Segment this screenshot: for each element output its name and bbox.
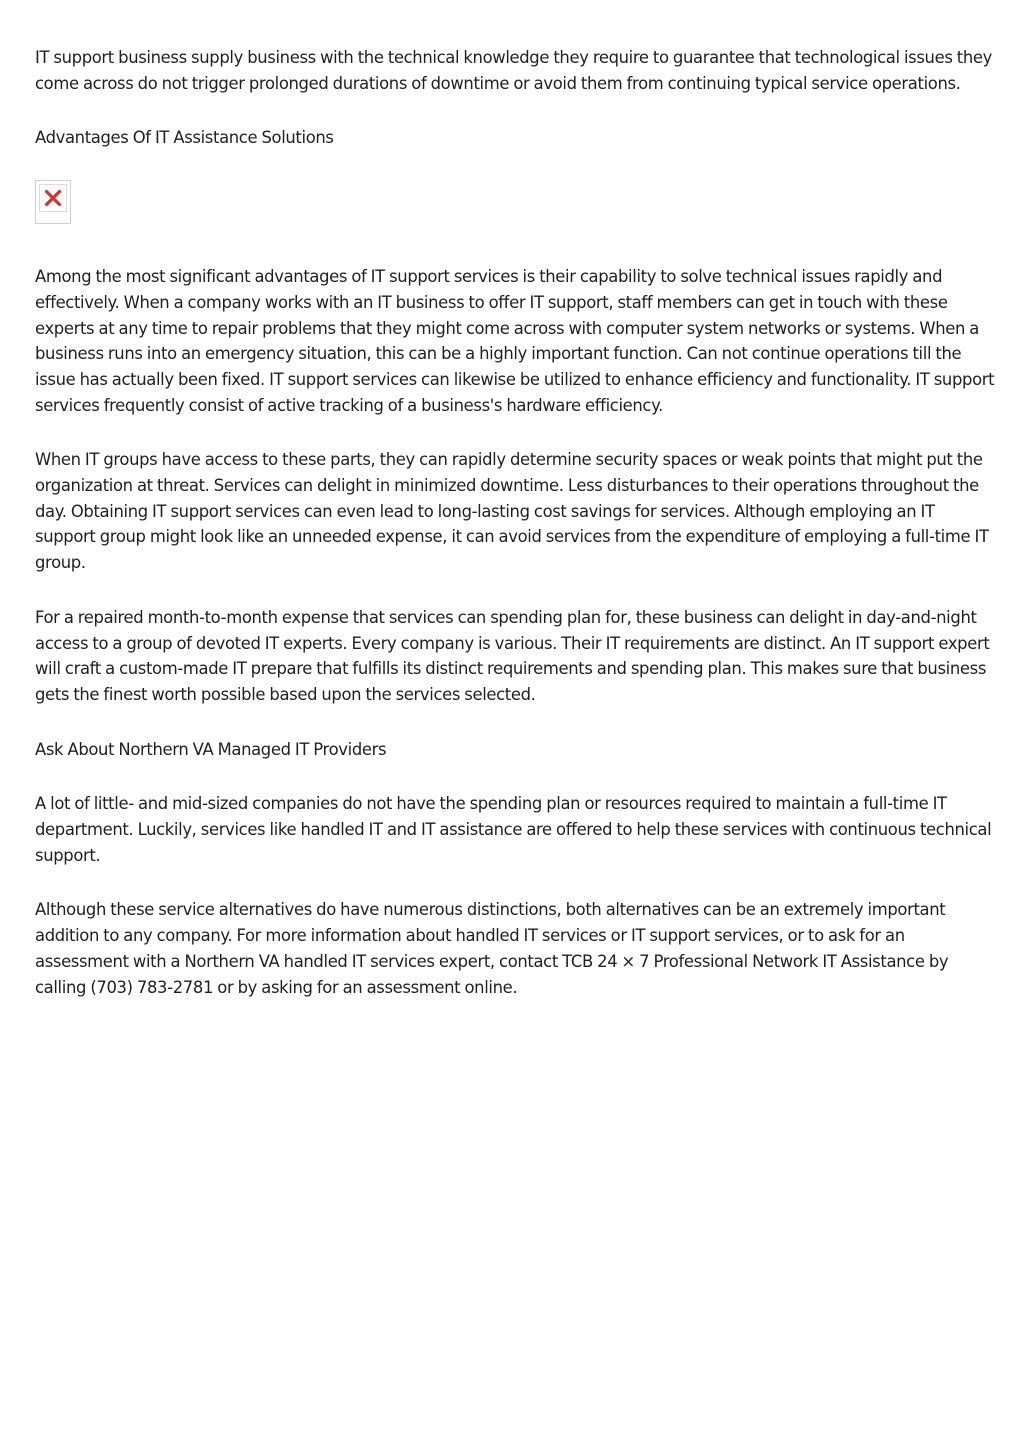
contact-paragraph: Although these service alternatives do have numerous distinctions, both alternatives can be an extremely important addition to any company. For more information about handled IT services or IT support services, or to ask for an assessment with a Northern VA handled IT services expert, contact TCB 24 × 7 Professional Network IT Assistance by calling (703) 783-2781 or by asking for an assessment online. [35,900,949,997]
security-paragraph: When IT groups have access to these parts, they can rapidly determine security spaces or weak points that might put the organization at threat. Services can delight in minimized downtime. Less disturbances to their operations throughout the day. Obtaining IT support services can even lead to long-lasting cost savings for services. Although employing an IT support group might look like an unneeded expense, it can avoid services from the expenditure of employing a full-time IT group. [35,450,989,573]
intro-paragraph: IT support business supply business with the technical knowledge they require to guarantee that technological issues they come across do not trigger prolonged durations of downtime or avoid them from continuing typical service operations. [35,48,992,93]
cost-paragraph: For a repaired month-to-month expense that services can spending plan for, these business can delight in day-and-night access to a group of devoted IT experts. Every company is various. Their IT requirements are distinct. An IT support expert will craft a custom-made IT prepare that fulfills its distinct requirements and spending plan. This makes sure that business gets the finest worth possible based upon the services selected. [35,607,990,704]
broken-image-icon [35,180,71,224]
heading-northern-va: Ask About Northern VA Managed IT Providers [35,739,387,759]
advantages-paragraph: Among the most significant advantages of IT support services is their capability to solve technical issues rapidly and effectively. When a company works with an IT business to offer IT support, staff members can get in touch with these experts at any time to repair problems that they might come across with computer system networks or systems. When a business runs into an emergency situation, this can be a highly important function. Can not continue operations till the issue has actually been fixed. IT support services can likewise be utilized to enhance efficiency and functionality. IT support services frequently consist of active tracking of a business's hardware efficiency. [35,267,995,415]
red-x-icon [44,189,62,207]
small-business-paragraph: A lot of little- and mid-sized companies do not have the spending plan or resources required to maintain a full-time IT department. Luckily, services like handled IT and IT assistance are offered to help these services with continuous technical support. [35,794,992,865]
document-body [35,45,995,1029]
heading-advantages: Advantages Of IT Assistance Solutions [35,128,334,148]
